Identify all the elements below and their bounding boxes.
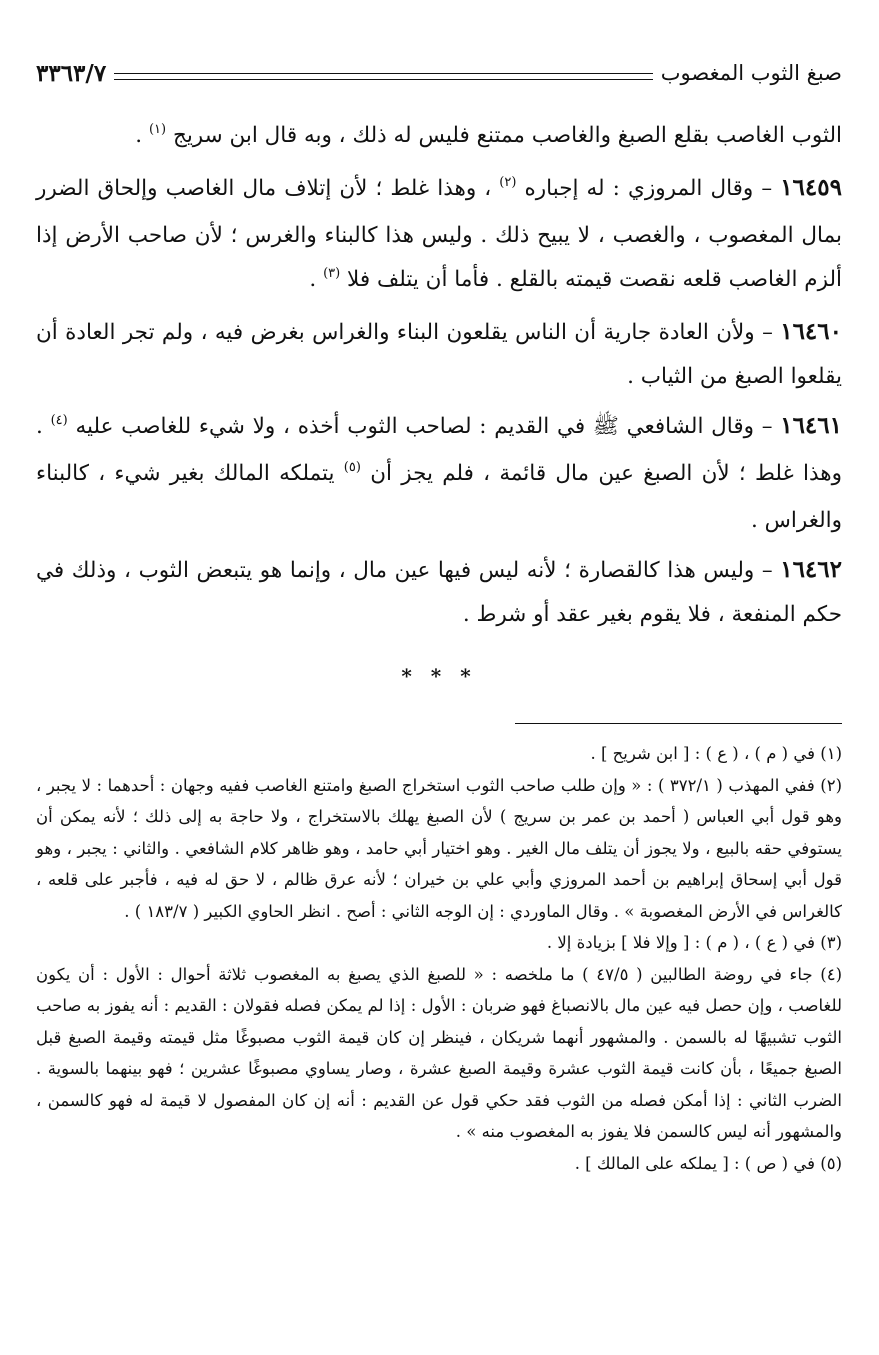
paragraph (36, 114, 842, 161)
footnote: (٤) جاء في روضة الطالبين ( ٤٧/٥ ) ما ملخصه : « للصبغ الذي يصبغ به المغصوب ثلاثة أحوال : الأول : أن يكون للغاصب ، وإن حصل فيه عين مال بالانصباغ فهو ضربان : الأول : إذا لم يمكن فصله فقولان : القديم : أنه يفوز به صاحب الثوب تشبيهًا له بالسمن . والمشهور أنهما شريكان ، فينظر إن كان قيمة الثوب مصبوغًا مثل قيمته وقيمة الصبغ قبل الصبغ جميعًا ، بأن كانت قيمة الثوب عشرة وقيمة الصبغ عشرة ، وصار يساوي مصبوغًا عشرين ؛ فهو بينهما بالسوية . الضرب الثاني : إذا أمكن فصله من الثوب فقد حكي قول عن القديم : أنه إن كان المفصول لا قيمة له فهو كالسمن ، والمشهور أنه ليس كالسمن فلا يفوز به المغصوب منه » . (36, 964, 843, 1141)
footnote-marker: (١) (148, 122, 167, 137)
main-text (36, 114, 842, 642)
paragraph-text: – ولأن العادة جارية أن الناس يقلعون البناء والغراس بغرض فيه ، ولم تجر العادة أن يقلعوا الصبغ من الثياب . (36, 320, 842, 389)
paragraph-text: ، وهذا غلط ؛ لأن إتلاف مال الغاصب وإلحاق الضرر بمال المغصوب ، والغصب ، لا يبيح ذلك . وليس هذا كالبناء والغرس ؛ لأن صاحب الأرض إذا ألزم الغاصب قلعه نقصت قيمته بالقلع . فأما أن يتلف فلا (36, 176, 842, 292)
paragraph-text: . (309, 267, 324, 292)
paragraph-text: يتملكه المالك بغير شيء ، كالبناء والغراس . (36, 461, 842, 533)
page-number: ٣٣٦٣/٧ (36, 59, 107, 87)
paragraph-text: – وقال الشافعي ﷺ في القديم : لصاحب الثوب أخذه ، ولا شيء للغاصب عليه (75, 414, 781, 439)
paragraph (36, 548, 842, 637)
book-page (36, 48, 842, 1328)
paragraph-text: . (135, 123, 149, 148)
paragraph-number: ١٦٤٦١ (780, 412, 842, 439)
paragraph-number: ١٦٤٦٠ (780, 318, 842, 345)
paragraph-text: – وقال المروزي : له إجباره (524, 176, 781, 201)
running-header (36, 56, 842, 90)
paragraph-text: الثوب الغاصب بقلع الصبغ والغاصب ممتنع فليس له ذلك ، وبه قال ابن سريج (172, 123, 842, 148)
footnote-divider (515, 723, 842, 724)
footnote-marker: (٢) (499, 175, 517, 190)
paragraph (36, 166, 842, 305)
footnote: (٣) في ( ع ) ، ( م ) : [ وإلا فلا ] بزيادة إلا . (546, 933, 842, 952)
chapter-title: صبغ الثوب المغصوب (660, 61, 842, 85)
paragraph (36, 310, 842, 399)
paragraph-text: . وهذا غلط ؛ لأن الصبغ عين مال قائمة ، فلم يجز أن (36, 414, 843, 486)
paragraph-number: ١٦٤٥٩ (780, 174, 842, 201)
paragraph (36, 404, 842, 543)
header-divider (114, 73, 653, 80)
section-ornament: * * * (401, 664, 477, 688)
footnote: (٥) في ( ص ) : [ يملكه على المالك ] . (574, 1153, 842, 1173)
footnote: (٢) ففي المهذب ( ٣٧٢/١ ) : « وإن طلب صاحب الثوب استخراج الصبغ وامتنع الغاصب ففيه وجهان : أحدهما : لا يجبر ، وهو قول أبي العباس ( أحمد بن عمر بن سريج ) لأن الصبغ يهلك بالاستخراج ، ولا حاجة به إلى ذلك ؛ لأنه يمكن أن يستوفي حقه بالبيع ، ولا يجوز أن يتلف مال الغير . وهو اختيار أبي حامد ، وهو ظاهر كلام الشافعي . والثاني : يجبر ، وهو قول أبي إسحاق إبراهيم بن أحمد المروزي وأبي علي بن خيران ؛ لأنه عرق ظالم ، لا حق له فيه ، فأجبر على قلعه ، كالغراس في الأرض المغصوبة » . وقال الماوردي : إن الوجه الثاني : أصح . انظر الحاوي الكبير ( ١٨٣/٧ ) . (36, 775, 843, 921)
footnotes (36, 738, 842, 1179)
paragraph-number: ١٦٤٦٢ (780, 556, 842, 583)
paragraph-text: – وليس هذا كالقصارة ؛ لأنه ليس فيها عين مال ، وإنما هو يتبعض الثوب ، وذلك في حكم المنفعة ، فلا يقوم بغير عقد أو شرط . (36, 558, 842, 627)
footnote: (١) في ( م ) ، ( ع ) : [ ابن شريح ] . (590, 744, 842, 763)
footnote-marker: (٤) (50, 413, 68, 428)
footnote-marker: (٣) (323, 266, 341, 281)
footnote-marker: (٥) (343, 460, 361, 475)
